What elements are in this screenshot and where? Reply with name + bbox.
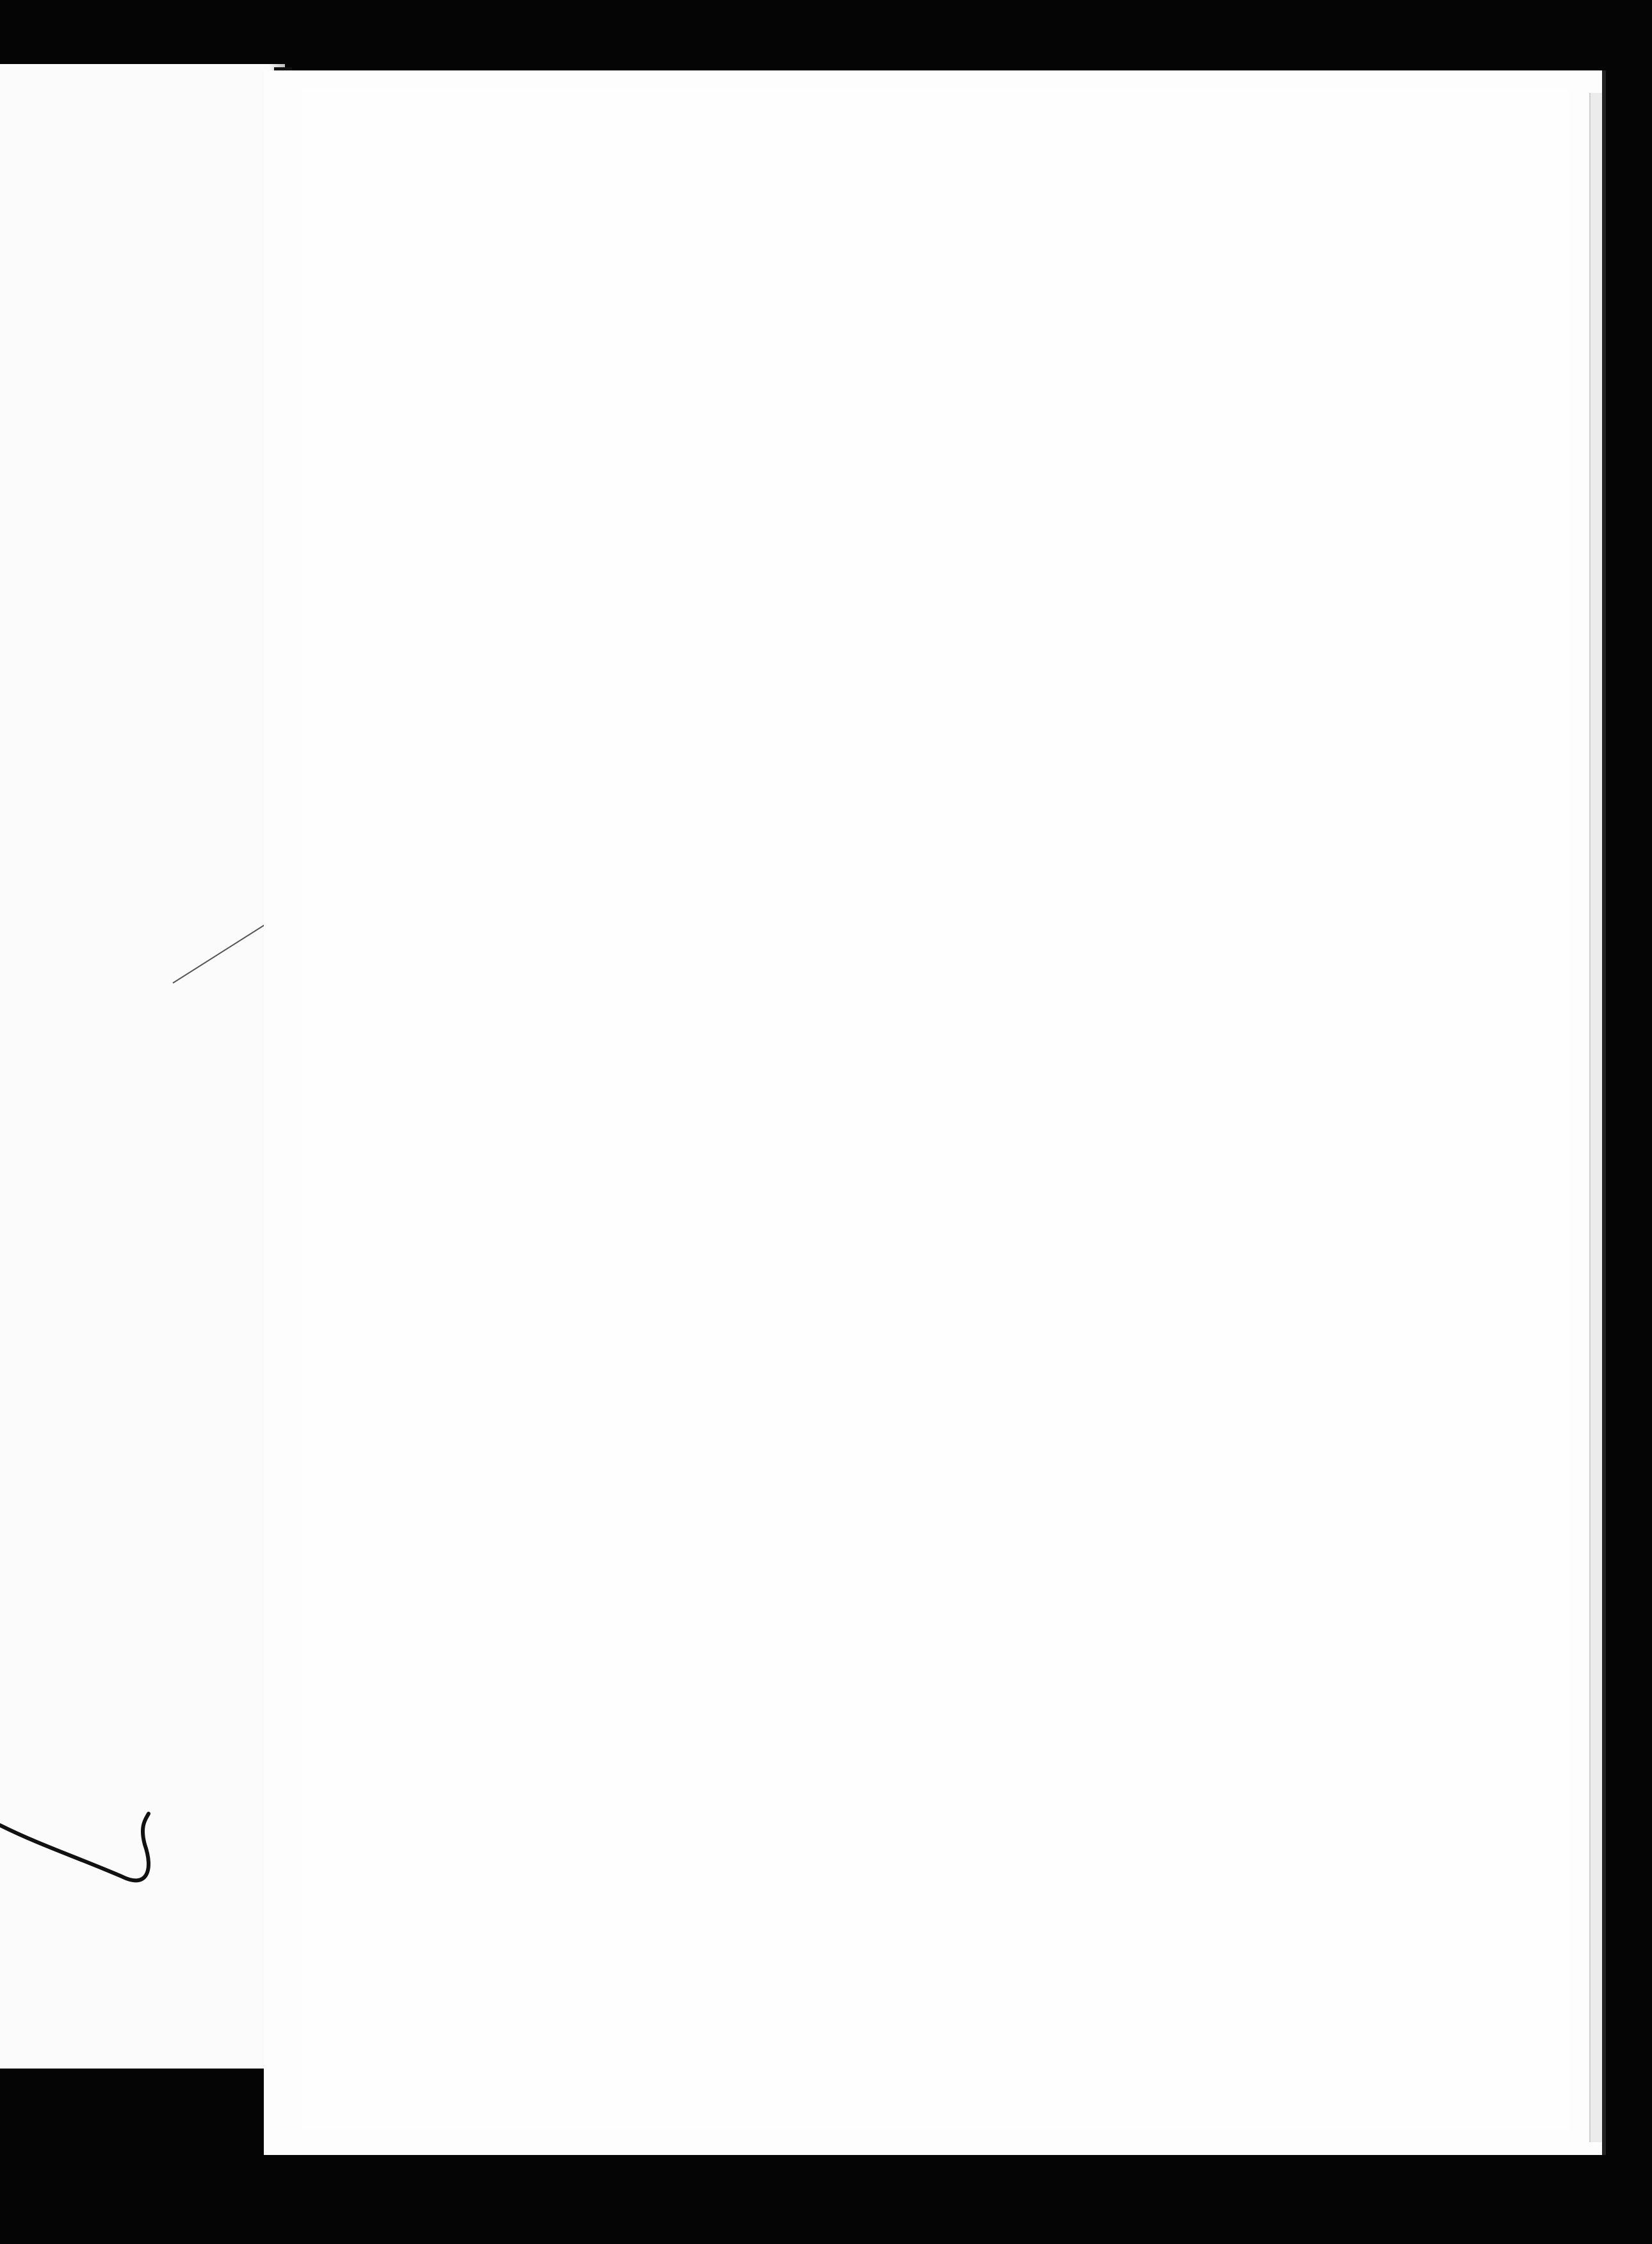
pen-mark	[166, 897, 275, 993]
right-page-blank	[264, 70, 1606, 2155]
right-page-surface	[302, 90, 1570, 2129]
right-page-edge	[1589, 93, 1602, 2142]
flourish-ornament	[0, 1729, 166, 1908]
